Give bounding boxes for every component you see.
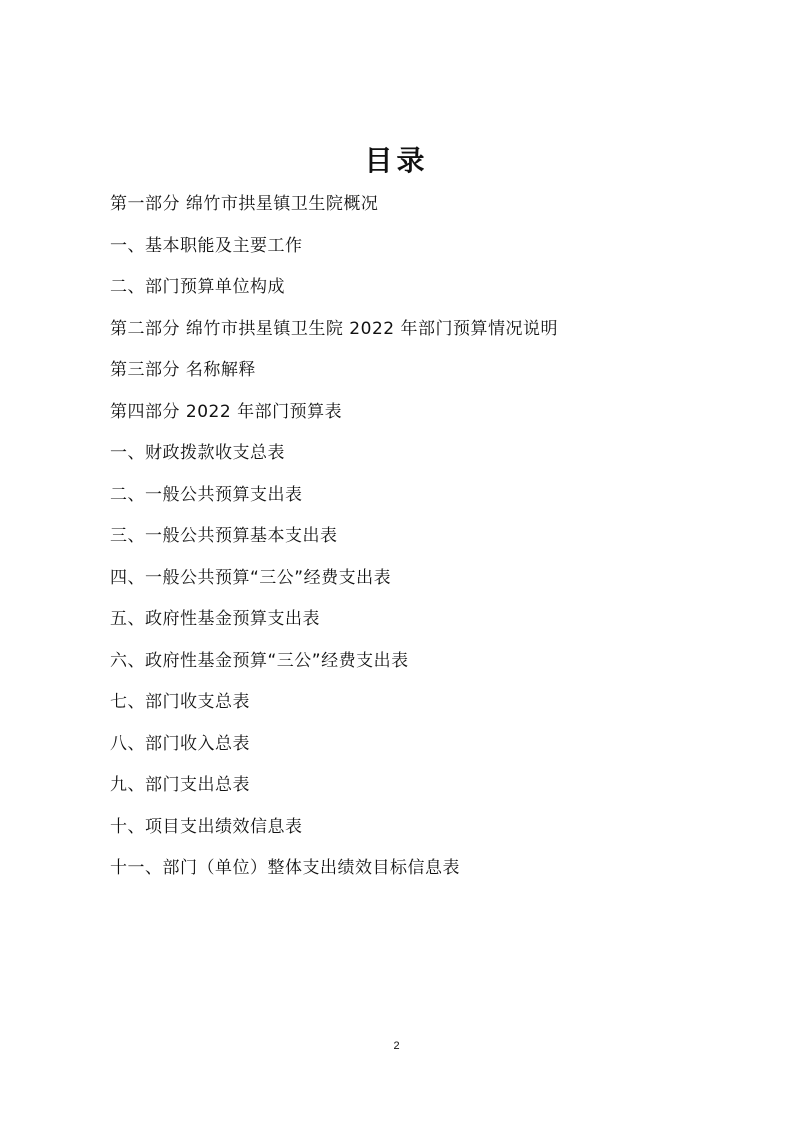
table-of-contents — [110, 190, 710, 896]
toc-entry-table-2: 二、一般公共预算支出表 — [110, 484, 303, 505]
toc-entry-basic-functions: 一、基本职能及主要工作 — [110, 235, 303, 256]
toc-entry-budget-units: 二、部门预算单位构成 — [110, 277, 285, 297]
toc-entry-table-10: 十、项目支出绩效信息表 — [110, 816, 303, 837]
toc-entry-table-1: 一、财政拨款收支总表 — [110, 443, 285, 463]
toc-entry-table-8: 八、部门收入总表 — [110, 733, 250, 754]
toc-entry-part-2: 第二部分 绵竹市拱星镇卫生院 2022 年部门预算情况说明 — [110, 318, 558, 339]
toc-entry-table-6: 六、政府性基金预算“三公”经费支出表 — [110, 650, 409, 671]
toc-entry-part-1: 第一部分 绵竹市拱星镇卫生院概况 — [110, 194, 379, 214]
page-title: 目录 — [364, 144, 429, 177]
toc-entry-table-7: 七、部门收支总表 — [110, 692, 250, 712]
toc-entry-part-3: 第三部分 名称解释 — [110, 360, 256, 380]
toc-entry-table-9: 九、部门支出总表 — [110, 775, 250, 795]
toc-entry-table-3: 三、一般公共预算基本支出表 — [110, 526, 338, 546]
page-number: 2 — [393, 1040, 400, 1052]
toc-entry-table-4: 四、一般公共预算“三公”经费支出表 — [110, 567, 392, 588]
toc-entry-part-4: 第四部分 2022 年部门预算表 — [110, 401, 343, 422]
toc-entry-table-11: 十一、部门（单位）整体支出绩效目标信息表 — [110, 858, 460, 878]
toc-entry-table-5: 五、政府性基金预算支出表 — [110, 609, 320, 629]
